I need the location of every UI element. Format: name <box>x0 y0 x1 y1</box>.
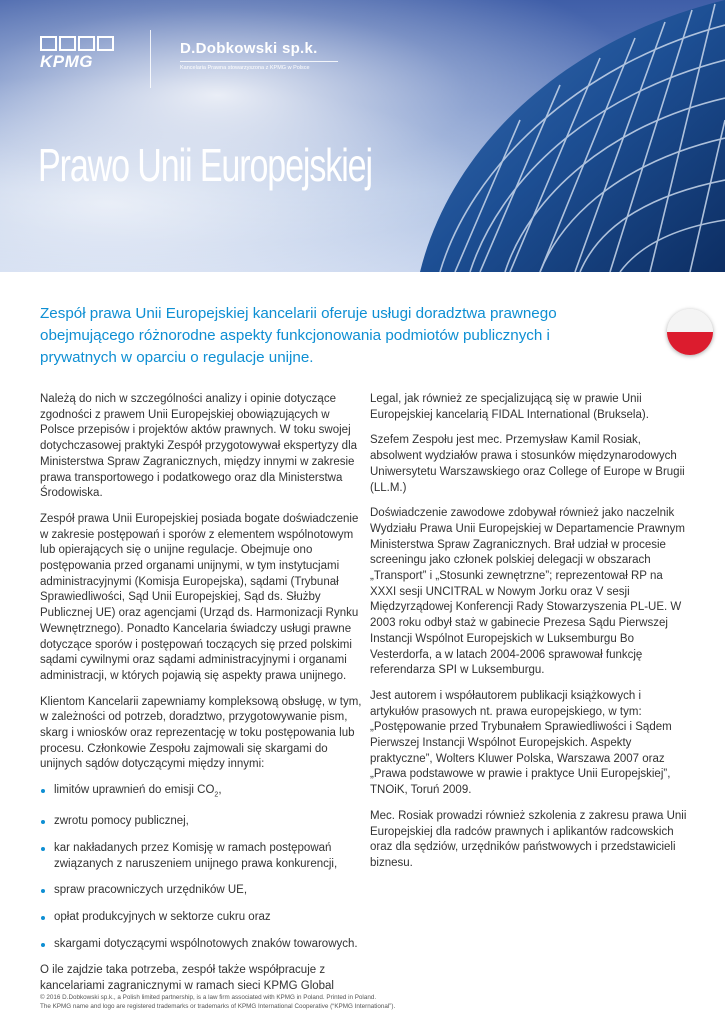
left-column <box>40 392 362 1005</box>
firm-name-rule <box>180 61 338 62</box>
list-item: limitów uprawnień do emisji $CO_2$, <box>40 783 362 803</box>
firm-subtitle: Kancelaria Prawna stowarzyszona z KPMG w Polsce <box>180 65 310 71</box>
page-title: Prawo Unii Europejskiej <box>38 139 372 191</box>
paragraph: Klientom Kancelarii zapewniamy kompleksową obsługę, w tym, w zależności od potrzeb, doradztwo, przygotowywanie pism, skarg i wniosków oraz reprezentację w toku postępowania lub procesu. Członkowie Zespołu zajmowali się skargami do unijnych sądów dotyczącymi między innymi: <box>40 695 362 771</box>
paragraph: Należą do nich w szczególności analizy i opinie dotyczące zgodności z prawem Unii Europejskiej obowiązujących w Polsce przepisów i projektów aktów prawnych. W toku swojej dotychczasowej praktyki Zespół przygotowywał ekspertyzy dla Ministerstwa Spraw Zagranicznych, między innymi w zakresie prawa transportowego i podatkowego oraz dla Ministerstwa Środowiska. <box>40 393 358 500</box>
right-column <box>370 392 688 882</box>
footer <box>40 994 700 1011</box>
footer-trademark: The KPMG name and logo are registered trademarks or trademarks of KPMG International Cooperative (“KPMG International”). <box>40 1002 396 1010</box>
paragraph: Szefem Zespołu jest mec. Przemysław Kamil Rosiak, absolwent wydziałów prawa i stosunków międzynarodowych Uniwersytetu Warszawskiego oraz College of Europe w Brugii (LL.M.) <box>370 434 685 494</box>
bullet-list <box>40 783 362 952</box>
list-item: zwrotu pomocy publicznej, <box>40 814 362 830</box>
list-item: skargami dotyczącymi wspólnotowych znaków towarowych. <box>40 937 362 953</box>
lead-paragraph: Zespół prawa Unii Europejskiej kancelarii oferuje usługi doradztwa prawnego obejmującego różnorodne aspekty funkcjonowania podmiotów publicznych i prywatnych w oparciu o regulacje unijne. <box>40 305 557 366</box>
list-item: spraw pracowniczych urzędników UE, <box>40 883 362 899</box>
paragraph: O ile zajdzie taka potrzeba, zespół także współpracuje z kancelariami zagranicznymi w ramach sieci KPMG Global <box>40 964 334 993</box>
paragraph: Mec. Rosiak prowadzi również szkolenia z zakresu prawa Unii Europejskiej dla radców prawnych i aplikantów radcowskich oraz dla sędziów, urzędników państwowych i przedstawicieli biznesu. <box>370 809 687 869</box>
list-item: kar nakładanych przez Komisję w ramach postępowań związanych z naruszeniem unijnego prawa konkurencji, <box>40 841 362 872</box>
hero-banner <box>0 0 725 272</box>
paragraph: Legal, jak również ze specjalizującą się w prawie Unii Europejskiej kancelarią FIDAL International (Bruksela). <box>370 393 649 421</box>
footer-copyright: © 2016 D.Dobkowski sp.k., a Polish limited partnership, is a law firm associated with KPMG in Poland. Printed in Poland. <box>40 994 377 1001</box>
list-item: opłat produkcyjnych w sektorze cukru oraz <box>40 910 362 926</box>
kpmg-logo-text: KPMG <box>40 52 93 71</box>
firm-name: D.Dobkowski sp.k. <box>180 40 318 57</box>
kpmg-logo <box>40 36 120 70</box>
paragraph: Jest autorem i współautorem publikacji książkowych i artykułów prasowych nt. prawa europejskiego, w tym: „Postępowanie przed Trybunałem Sprawiedliwości i Sądem Pierwszej Instancji Wspólnot Europejskich. Aspekty praktyczne”, Wolters Kluwer Polska, Warszawa 2007 oraz „Prawa podstawowe w prawie i praktyce Unii Europejskiej”, TNOiK, Toruń 2009. <box>370 689 672 797</box>
kpmg-logo-boxes <box>40 36 120 51</box>
polish-flag-icon <box>667 309 713 355</box>
paragraph: Doświadczenie zawodowe zdobywał również jako naczelnik Wydziału Prawa Unii Europejskiej w Departamencie Prawnym Ministerstwa Spraw Zagranicznych. Brał udział w procesie screeningu jako członek polskiej delegacji w obszarach „Transport” i „Stosunki zewnętrzne”; reprezentował RP na XXXI sesji UNCITRAL w Nowym Jorku oraz V sesji Międzyrządowej Konferencji Rady Stowarzyszenia PL-UE. W 2003 roku odbył staż w gabinecie Prezesa Sądu Pierwszej Instancji Wspólnot Europejskich w Luksemburgu Bo Vesterdorfa, a w latach 2004-2006 sprawował funkcję referendarza SPI w Luksemburgu. <box>370 507 685 677</box>
header-divider <box>150 30 151 88</box>
paragraph: Zespół prawa Unii Europejskiej posiada bogate doświadczenie w zakresie postępowań i sporów z elementem wspólnotowym lub opierających się o unijne regulacje. Obejmuje ono postępowania przed organami unijnymi, w tym instytucjami administracyjnymi (Komisja Europejska), sądami (Trybunał Sprawiedliwości, Sąd Unii Europejskiej, Sąd ds. Służby Publicznej UE) oraz agencjami (Urząd ds. Harmonizacji Rynku Wewnętrznego). Ponadto Kancelaria świadczy usługi prawne dotyczące sporów i postępowań toczących się przed polskimi sądami cywilnymi oraz sądami administracyjnymi i organami administracji, w których pojawią się aspekty prawa unijnego. <box>40 512 359 682</box>
